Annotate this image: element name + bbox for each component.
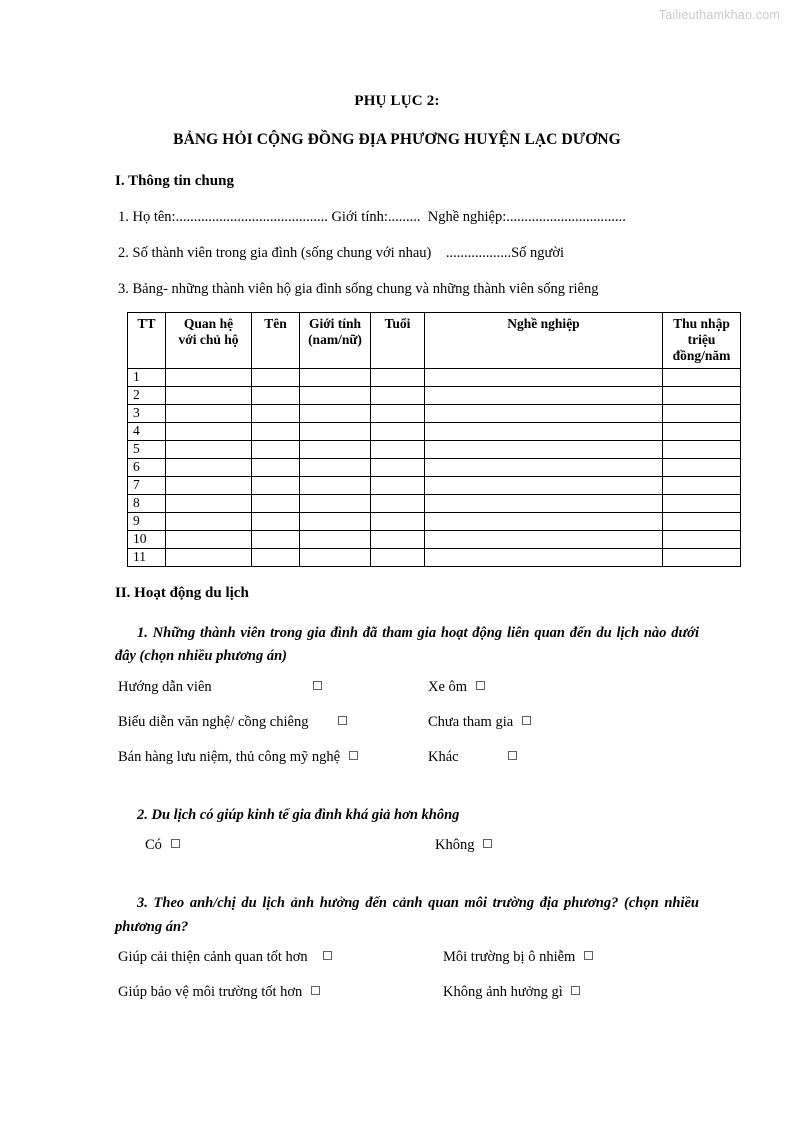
cell-relationship[interactable]	[166, 458, 252, 476]
cell-gender[interactable]	[300, 368, 371, 386]
option-not-participated-label: Chưa tham gia	[428, 713, 514, 730]
cell-age[interactable]	[371, 512, 425, 530]
cell-income[interactable]	[663, 440, 741, 458]
cell-name[interactable]	[252, 494, 300, 512]
cell-relationship[interactable]	[166, 530, 252, 548]
option-polluted-environment-label: Môi trường bị ô nhiễm	[443, 949, 576, 966]
cell-gender[interactable]	[300, 386, 371, 404]
option-no-impact-label: Không ảnh hưởng gì	[443, 984, 563, 1001]
row-number: 5	[128, 440, 166, 458]
checkbox-icon[interactable]	[311, 986, 320, 995]
col-header-occupation	[425, 313, 663, 369]
table-row	[128, 368, 741, 386]
checkbox-icon[interactable]	[338, 716, 347, 725]
option-other-label: Khác	[428, 748, 459, 765]
cell-age[interactable]	[371, 494, 425, 512]
col-header-relationship-l2: với chủ hộ	[178, 331, 239, 347]
cell-age[interactable]	[371, 548, 425, 566]
cell-occupation[interactable]	[425, 368, 663, 386]
col-header-age-l1: Tuổi	[384, 316, 411, 331]
col-header-income	[663, 313, 741, 369]
col-header-tt-l1: TT	[137, 316, 156, 331]
col-header-relationship	[166, 313, 252, 369]
table-header-row	[128, 313, 741, 369]
row-number: 4	[128, 422, 166, 440]
checkbox-icon[interactable]	[584, 951, 593, 960]
row-number: 9	[128, 512, 166, 530]
checkbox-icon[interactable]	[522, 716, 531, 725]
option-no-impact[interactable]	[443, 984, 580, 1001]
option-performance-gong-label: Biểu diễn văn nghệ/ cồng chiêng	[118, 713, 309, 730]
option-motorbike-taxi-label: Xe ôm	[428, 678, 468, 695]
household-members-table	[127, 312, 741, 567]
row-number: 7	[128, 476, 166, 494]
option-no[interactable]	[435, 837, 492, 854]
table-row	[128, 422, 741, 440]
cell-age[interactable]	[371, 476, 425, 494]
row-number: 1	[128, 368, 166, 386]
option-other[interactable]	[428, 749, 517, 766]
col-header-income-l3: đồng/năm	[672, 347, 731, 363]
col-header-name-l1: Tên	[264, 316, 287, 331]
cell-age[interactable]	[371, 440, 425, 458]
checkbox-icon[interactable]	[508, 751, 517, 760]
option-polluted-environment[interactable]	[443, 949, 593, 966]
question-1-option-row-2	[0, 714, 794, 749]
checkbox-icon[interactable]	[171, 839, 180, 848]
col-header-gender-l1: Giới tính	[308, 316, 362, 331]
checkbox-icon[interactable]	[323, 951, 332, 960]
table-row	[128, 386, 741, 404]
checkbox-icon[interactable]	[476, 681, 485, 690]
cell-age[interactable]	[371, 368, 425, 386]
question-1-text: 1. Những thành viên trong gia đình đã tham gia hoạt động liên quan đến du lịch nào dưới đây (chọn nhiều phương án)	[115, 624, 699, 665]
cell-name[interactable]	[252, 548, 300, 566]
cell-occupation[interactable]	[425, 404, 663, 422]
cell-gender[interactable]	[300, 458, 371, 476]
cell-age[interactable]	[371, 386, 425, 404]
cell-gender[interactable]	[300, 530, 371, 548]
row-number: 8	[128, 494, 166, 512]
checkbox-icon[interactable]	[571, 986, 580, 995]
option-yes-label: Có	[145, 837, 162, 854]
option-souvenir-handicraft[interactable]	[118, 749, 358, 766]
option-yes[interactable]	[145, 837, 180, 854]
cell-age[interactable]	[371, 458, 425, 476]
cell-income[interactable]	[663, 512, 741, 530]
cell-relationship[interactable]	[166, 512, 252, 530]
cell-income[interactable]	[663, 548, 741, 566]
question-3-text: 3. Theo anh/chị du lịch ảnh hưởng đến cảnh quan môi trường địa phương? (chọn nhiều phương án?	[115, 895, 699, 935]
col-header-gender-l2: (nam/nữ)	[308, 331, 362, 347]
cell-occupation[interactable]	[425, 494, 663, 512]
section-heading-1: I. Thông tin chung	[115, 173, 234, 189]
info-line-household-size: 2. Số thành viên trong gia đình (sống chung với nhau) ..................Số người	[118, 245, 565, 261]
option-souvenir-handicraft-label: Bán hàng lưu niệm, thủ công mỹ nghệ	[118, 748, 341, 765]
table-row	[128, 404, 741, 422]
cell-relationship[interactable]	[166, 476, 252, 494]
option-guide-label: Hướng dẫn viên	[118, 678, 212, 695]
col-header-tt	[128, 313, 166, 369]
section-heading-2: II. Hoạt động du lịch	[115, 584, 249, 601]
row-number: 10	[128, 530, 166, 548]
table-row	[128, 476, 741, 494]
cell-name[interactable]	[252, 440, 300, 458]
cell-income[interactable]	[663, 386, 741, 404]
option-guide[interactable]	[118, 679, 322, 696]
col-header-age	[371, 313, 425, 369]
cell-relationship[interactable]	[166, 368, 252, 386]
cell-age[interactable]	[371, 404, 425, 422]
col-header-gender	[300, 313, 371, 369]
cell-age[interactable]	[371, 530, 425, 548]
cell-relationship[interactable]	[166, 422, 252, 440]
cell-occupation[interactable]	[425, 386, 663, 404]
cell-name[interactable]	[252, 476, 300, 494]
question-2-text: 2. Du lịch có giúp kinh tế gia đình khá giả hơn không	[137, 806, 460, 823]
cell-occupation[interactable]	[425, 458, 663, 476]
row-number: 2	[128, 386, 166, 404]
option-improve-landscape-label: Giúp cải thiện cảnh quan tốt hơn	[118, 949, 308, 966]
option-performance-gong[interactable]	[118, 714, 347, 731]
option-improve-landscape[interactable]	[118, 949, 332, 966]
household-table-wrapper	[0, 298, 794, 567]
appendix-title: PHỤ LỤC 2:	[354, 93, 440, 109]
household-table-body	[128, 368, 741, 566]
cell-occupation[interactable]	[425, 512, 663, 530]
info-line-name: 1. Họ tên:.......................................... Giới tính:......... Nghề nghiệp:.................................	[118, 209, 626, 225]
question-3-option-row-1	[0, 949, 794, 984]
cell-income[interactable]	[663, 494, 741, 512]
cell-relationship[interactable]	[166, 404, 252, 422]
cell-gender[interactable]	[300, 404, 371, 422]
cell-gender[interactable]	[300, 422, 371, 440]
option-not-participated[interactable]	[428, 714, 531, 731]
info-line-table-intro: 3. Bảng- những thành viên hộ gia đình sống chung và những thành viên sống riêng	[118, 281, 599, 297]
question-2-option-row-1	[0, 837, 794, 872]
cell-occupation[interactable]	[425, 422, 663, 440]
cell-gender[interactable]	[300, 494, 371, 512]
question-3-option-row-2	[0, 984, 794, 1019]
option-no-label: Không	[435, 837, 475, 854]
checkbox-icon[interactable]	[313, 681, 322, 690]
cell-name[interactable]	[252, 386, 300, 404]
question-1-option-row-1	[0, 679, 794, 714]
table-row	[128, 458, 741, 476]
col-header-income-l2: triệu	[687, 331, 716, 347]
row-number: 11	[128, 548, 166, 566]
cell-income[interactable]	[663, 458, 741, 476]
option-protect-environment[interactable]	[118, 984, 320, 1001]
checkbox-icon[interactable]	[483, 839, 492, 848]
cell-name[interactable]	[252, 422, 300, 440]
checkbox-icon[interactable]	[349, 751, 358, 760]
table-row	[128, 494, 741, 512]
cell-occupation[interactable]	[425, 530, 663, 548]
cell-name[interactable]	[252, 368, 300, 386]
table-row	[128, 440, 741, 458]
cell-income[interactable]	[663, 530, 741, 548]
cell-relationship[interactable]	[166, 494, 252, 512]
cell-relationship[interactable]	[166, 386, 252, 404]
cell-income[interactable]	[663, 476, 741, 494]
question-1-option-row-3	[0, 749, 794, 784]
col-header-name	[252, 313, 300, 369]
row-number: 6	[128, 458, 166, 476]
cell-name[interactable]	[252, 458, 300, 476]
cell-income[interactable]	[663, 368, 741, 386]
cell-name[interactable]	[252, 530, 300, 548]
cell-occupation[interactable]	[425, 440, 663, 458]
table-row	[128, 512, 741, 530]
cell-relationship[interactable]	[166, 548, 252, 566]
row-number: 3	[128, 404, 166, 422]
option-protect-environment-label: Giúp bảo vệ môi trường tốt hơn	[118, 984, 303, 1001]
cell-gender[interactable]	[300, 476, 371, 494]
col-header-occupation-l1: Nghề nghiệp	[507, 316, 580, 331]
table-row	[128, 548, 741, 566]
cell-gender[interactable]	[300, 512, 371, 530]
cell-age[interactable]	[371, 422, 425, 440]
cell-name[interactable]	[252, 512, 300, 530]
document-title: BẢNG HỎI CỘNG ĐỒNG ĐỊA PHƯƠNG HUYỆN LẠC DƯƠNG	[173, 131, 621, 148]
cell-occupation[interactable]	[425, 548, 663, 566]
cell-gender[interactable]	[300, 440, 371, 458]
cell-occupation[interactable]	[425, 476, 663, 494]
cell-gender[interactable]	[300, 548, 371, 566]
col-header-income-l1: Thu nhập	[673, 316, 730, 331]
table-row	[128, 530, 741, 548]
cell-name[interactable]	[252, 404, 300, 422]
cell-income[interactable]	[663, 404, 741, 422]
cell-income[interactable]	[663, 422, 741, 440]
col-header-relationship-l1: Quan hệ	[183, 316, 234, 331]
option-motorbike-taxi[interactable]	[428, 679, 485, 696]
watermark-text: Tailieuthamkhao.com	[658, 8, 780, 22]
cell-relationship[interactable]	[166, 440, 252, 458]
